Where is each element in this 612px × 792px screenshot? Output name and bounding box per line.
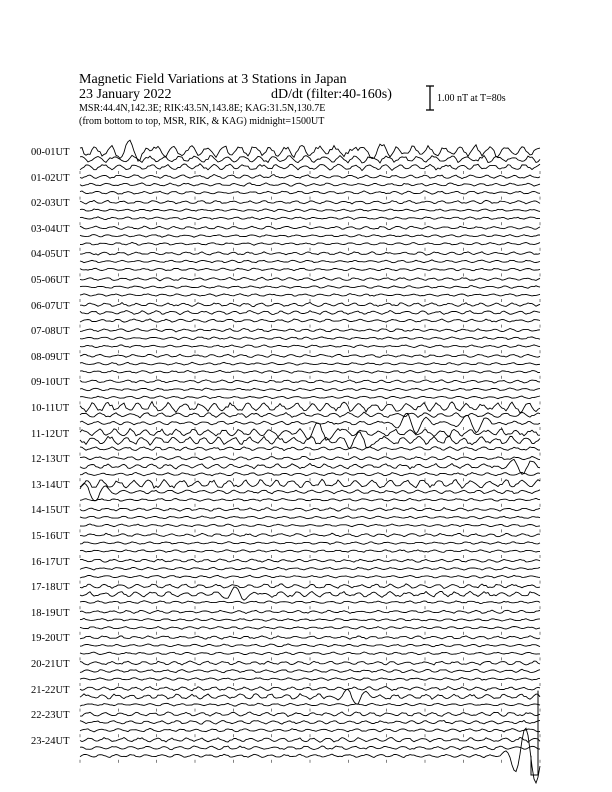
station-coordinates: MSR:44.4N,142.3E; RIK:43.5N,143.8E; KAG:31.5N,130.7E [79, 103, 326, 114]
hour-label-13-14UT: 13-14UT [31, 479, 70, 491]
trace-23-24UT-KAG [80, 737, 540, 742]
trace-11-12UT-MSR [80, 447, 540, 451]
trace-21-22UT-KAG [80, 687, 540, 691]
trace-spike-23-24UT [531, 691, 538, 775]
trace-23-24UT-RIK [80, 746, 540, 750]
trace-20-21UT-MSR [80, 678, 540, 681]
trace-05-06UT-MSR [80, 294, 540, 297]
trace-05-06UT-RIK [80, 286, 540, 289]
trace-04-05UT-MSR [80, 268, 540, 271]
chart-quantity: dD/dt (filter:40-160s) [271, 87, 392, 102]
trace-00-01UT-MSR [80, 164, 540, 171]
trace-22-23UT-KAG [80, 712, 540, 717]
trace-15-16UT-KAG [80, 533, 540, 537]
hour-label-16-17UT: 16-17UT [31, 556, 70, 568]
station-order-note: (from bottom to top, MSR, RIK, & KAG) midnight=1500UT [79, 116, 325, 127]
trace-15-16UT-MSR [80, 550, 540, 553]
trace-02-03UT-KAG [80, 200, 540, 204]
trace-16-17UT-MSR [80, 575, 540, 578]
trace-17-18UT-MSR [80, 601, 540, 604]
trace-15-16UT-RIK [80, 542, 540, 545]
trace-08-09UT-MSR [80, 370, 540, 373]
trace-13-14UT-RIK [80, 483, 540, 501]
chart-title: Magnetic Field Variations at 3 Stations in Japan [79, 72, 347, 87]
hour-label-09-10UT: 09-10UT [31, 377, 70, 389]
hour-label-02-03UT: 02-03UT [31, 198, 70, 210]
trace-13-14UT-MSR [80, 498, 540, 501]
trace-14-15UT-RIK [80, 516, 540, 519]
trace-21-22UT-MSR [80, 703, 540, 706]
hour-label-05-06UT: 05-06UT [31, 275, 70, 286]
hour-label-04-05UT: 04-05UT [31, 249, 70, 261]
trace-03-04UT-MSR [80, 242, 540, 245]
hour-label-06-07UT: 06-07UT [31, 300, 70, 312]
hour-label-21-22UT: 21-22UT [31, 684, 70, 696]
hour-label-15-16UT: 15-16UT [31, 531, 70, 542]
trace-01-02UT-MSR [80, 191, 540, 194]
trace-14-15UT-KAG [80, 508, 540, 512]
trace-02-03UT-RIK [80, 209, 540, 212]
trace-04-05UT-KAG [80, 252, 540, 255]
hour-label-11-12UT: 11-12UT [31, 428, 70, 440]
trace-17-18UT-RIK [80, 587, 540, 600]
trace-11-12UT-RIK [80, 432, 540, 449]
trace-10-11UT-MSR [80, 413, 540, 434]
trace-06-07UT-KAG [80, 303, 540, 307]
hour-label-07-08UT: 07-08UT [31, 326, 70, 338]
trace-12-13UT-RIK [80, 459, 540, 474]
trace-19-20UT-RIK [80, 644, 540, 647]
trace-21-22UT-RIK [80, 689, 540, 704]
trace-10-11UT-RIK [80, 412, 540, 418]
hour-label-20-21UT: 20-21UT [31, 659, 70, 670]
trace-12-13UT-MSR [80, 472, 540, 476]
trace-06-07UT-RIK [80, 311, 540, 315]
trace-18-19UT-KAG [80, 610, 540, 613]
trace-07-08UT-RIK [80, 337, 540, 340]
hour-label-17-18UT: 17-18UT [31, 582, 70, 594]
chart-date: 23 January 2022 [79, 87, 172, 102]
trace-03-04UT-RIK [80, 235, 540, 238]
trace-01-02UT-KAG [80, 175, 540, 179]
trace-14-15UT-MSR [80, 524, 540, 527]
trace-07-08UT-KAG [80, 329, 540, 333]
trace-19-20UT-KAG [80, 636, 540, 640]
trace-01-02UT-RIK [80, 183, 540, 186]
trace-17-18UT-KAG [80, 584, 540, 589]
trace-06-07UT-MSR [80, 319, 540, 322]
trace-09-10UT-KAG [80, 380, 540, 383]
hour-label-19-20UT: 19-20UT [31, 633, 70, 645]
trace-03-04UT-KAG [80, 226, 540, 229]
hour-label-10-11UT: 10-11UT [31, 403, 70, 414]
hour-label-00-01UT: 00-01UT [31, 147, 70, 158]
hour-label-08-09UT: 08-09UT [31, 351, 70, 363]
trace-09-10UT-MSR [80, 396, 540, 399]
hour-label-14-15UT: 14-15UT [31, 505, 70, 517]
scale-bar-label: 1.00 nT at T=80s [437, 93, 506, 104]
hour-label-18-19UT: 18-19UT [31, 607, 70, 619]
trace-20-21UT-KAG [80, 661, 540, 665]
trace-08-09UT-KAG [80, 354, 540, 357]
trace-04-05UT-RIK [80, 260, 540, 263]
hour-label-01-02UT: 01-02UT [31, 172, 70, 184]
trace-05-06UT-KAG [80, 277, 540, 281]
hour-label-23-24UT: 23-24UT [31, 735, 70, 747]
trace-22-23UT-MSR [80, 728, 540, 732]
trace-09-10UT-RIK [80, 388, 540, 391]
trace-07-08UT-MSR [80, 345, 540, 348]
trace-16-17UT-RIK [80, 567, 540, 570]
trace-16-17UT-KAG [80, 559, 540, 562]
hour-label-12-13UT: 12-13UT [31, 454, 70, 466]
trace-group [80, 140, 540, 783]
trace-22-23UT-RIK [80, 720, 540, 724]
trace-18-19UT-MSR [80, 627, 540, 630]
scale-bar [426, 86, 434, 110]
trace-20-21UT-RIK [80, 669, 540, 672]
trace-02-03UT-MSR [80, 217, 540, 220]
trace-08-09UT-RIK [80, 362, 540, 365]
trace-12-13UT-KAG [80, 456, 540, 460]
hour-label-03-04UT: 03-04UT [31, 223, 70, 235]
trace-18-19UT-RIK [80, 618, 540, 621]
trace-19-20UT-MSR [80, 652, 540, 655]
trace-00-01UT-RIK [80, 155, 540, 163]
hour-label-22-23UT: 22-23UT [31, 710, 70, 722]
